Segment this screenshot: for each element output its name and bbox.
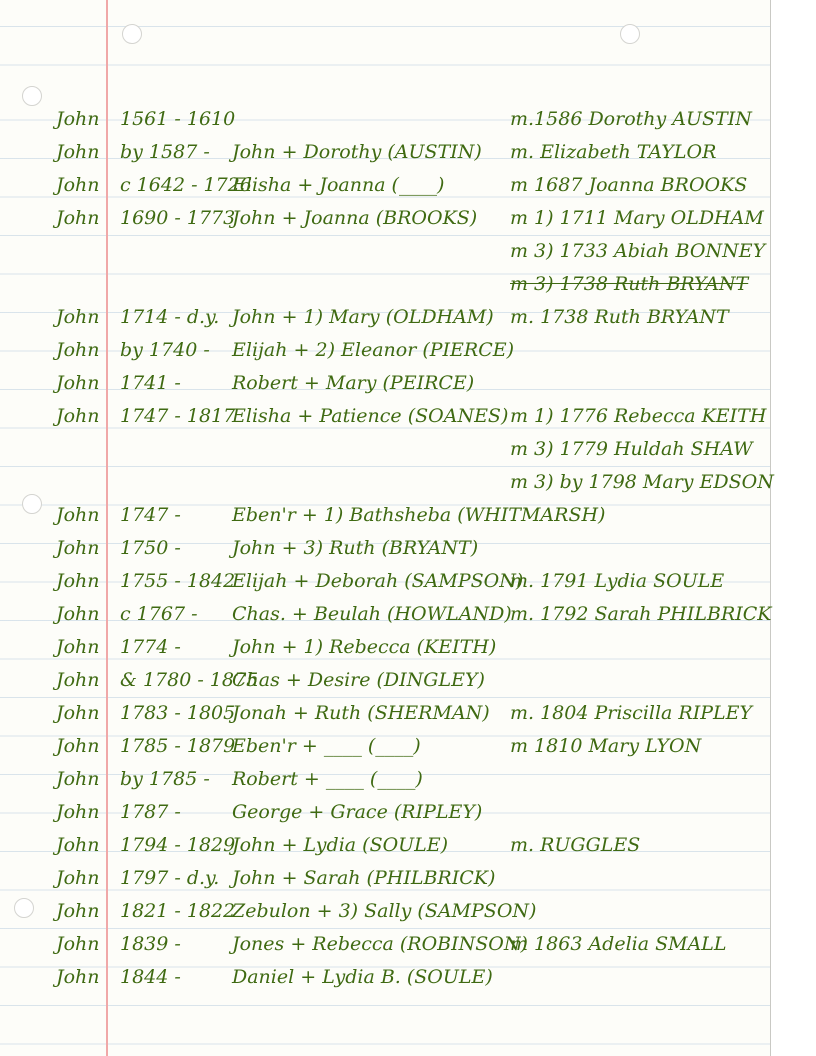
life-dates: 1714 - d.y.: [120, 306, 220, 328]
life-dates: 1747 - 1817: [120, 405, 236, 427]
life-dates: 1787 -: [120, 801, 181, 823]
person-name: John: [56, 603, 100, 625]
person-name: John: [56, 174, 100, 196]
life-dates: & 1780 - 1875: [120, 669, 259, 691]
marriage: m 1863 Adelia SMALL: [510, 933, 727, 955]
life-dates: 1794 - 1829: [120, 834, 236, 856]
page-edge: [770, 0, 816, 1056]
life-dates: c 1642 - 1726: [120, 174, 252, 196]
marriage: m 3) 1779 Huldah SHAW: [510, 438, 753, 460]
person-name: John: [56, 867, 100, 889]
life-dates: by 1785 -: [120, 768, 210, 790]
parents: Jones + Rebecca (ROBINSON): [232, 933, 528, 955]
person-name: John: [56, 207, 100, 229]
marriage: m 1) 1776 Rebecca KEITH: [510, 405, 767, 427]
binder-hole-left-middle: [22, 494, 42, 514]
person-name: John: [56, 141, 100, 163]
parents: Zebulon + 3) Sally (SAMPSON): [232, 900, 537, 922]
person-name: John: [56, 768, 100, 790]
person-name: John: [56, 900, 100, 922]
parents: Jonah + Ruth (SHERMAN): [232, 702, 490, 724]
binder-hole-top: [122, 24, 142, 44]
parents: Robert + Mary (PEIRCE): [232, 372, 475, 394]
marriage-crossed-out: m 3) 1738 Ruth BRYANT: [510, 273, 749, 295]
person-name: John: [56, 735, 100, 757]
parents: Elisha + Patience (SOANES): [232, 405, 509, 427]
marriage: m.1586 Dorothy AUSTIN: [510, 108, 752, 130]
life-dates: 1821 - 1822: [120, 900, 236, 922]
life-dates: 1785 - 1879: [120, 735, 236, 757]
marriage: m 1) 1711 Mary OLDHAM: [510, 207, 764, 229]
parents: John + 1) Rebecca (KEITH): [232, 636, 497, 658]
person-name: John: [56, 372, 100, 394]
marriage: m. Elizabeth TAYLOR: [510, 141, 717, 163]
binder-hole-left-bottom: [14, 898, 34, 918]
life-dates: c 1767 -: [120, 603, 198, 625]
life-dates: 1755 - 1842: [120, 570, 236, 592]
marriage: m 3) 1733 Abiah BONNEY: [510, 240, 766, 262]
parents: John + Dorothy (AUSTIN): [232, 141, 482, 163]
person-name: John: [56, 504, 100, 526]
life-dates: 1774 -: [120, 636, 181, 658]
binder-hole-left-top: [22, 86, 42, 106]
person-name: John: [56, 306, 100, 328]
life-dates: 1844 -: [120, 966, 181, 988]
person-name: John: [56, 702, 100, 724]
parents: John + 3) Ruth (BRYANT): [232, 537, 479, 559]
marriage: m. 1792 Sarah PHILBRICK: [510, 603, 772, 625]
life-dates: 1797 - d.y.: [120, 867, 220, 889]
parents: John + Lydia (SOULE): [232, 834, 449, 856]
parents: Chas + Desire (DINGLEY): [232, 669, 485, 691]
parents: Elijah + 2) Eleanor (PIERCE): [232, 339, 515, 361]
life-dates: 1561 - 1610: [120, 108, 236, 130]
marriage: m. RUGGLES: [510, 834, 641, 856]
marriage: m. 1804 Priscilla RIPLEY: [510, 702, 753, 724]
person-name: John: [56, 933, 100, 955]
parents: Daniel + Lydia B. (SOULE): [232, 966, 493, 988]
person-name: John: [56, 537, 100, 559]
marriage: m. 1791 Lydia SOULE: [510, 570, 725, 592]
person-name: John: [56, 966, 100, 988]
life-dates: by 1740 -: [120, 339, 210, 361]
life-dates: 1783 - 1805: [120, 702, 236, 724]
life-dates: 1741 -: [120, 372, 181, 394]
life-dates: by 1587 -: [120, 141, 210, 163]
person-name: John: [56, 669, 100, 691]
person-name: John: [56, 801, 100, 823]
marriage: m 3) by 1798 Mary EDSON: [510, 471, 774, 493]
parents: John + 1) Mary (OLDHAM): [232, 306, 494, 328]
parents: Elisha + Joanna (____): [232, 174, 445, 196]
person-name: John: [56, 405, 100, 427]
parents: John + Sarah (PHILBRICK): [232, 867, 496, 889]
parents: Robert + ____ (____): [232, 768, 423, 790]
marriage: m. 1738 Ruth BRYANT: [510, 306, 729, 328]
person-name: John: [56, 834, 100, 856]
parents: Chas. + Beulah (HOWLAND): [232, 603, 512, 625]
marriage: m 1810 Mary LYON: [510, 735, 702, 757]
life-dates: 1839 -: [120, 933, 181, 955]
parents: John + Joanna (BROOKS): [232, 207, 478, 229]
person-name: John: [56, 108, 100, 130]
marriage: m 1687 Joanna BROOKS: [510, 174, 748, 196]
parents: Eben'r + 1) Bathsheba (WHITMARSH): [232, 504, 606, 526]
person-name: John: [56, 339, 100, 361]
life-dates: 1690 - 1773: [120, 207, 236, 229]
person-name: John: [56, 636, 100, 658]
life-dates: 1747 -: [120, 504, 181, 526]
parents: George + Grace (RIPLEY): [232, 801, 483, 823]
parents: Elijah + Deborah (SAMPSON): [232, 570, 524, 592]
margin-line: [106, 0, 108, 1056]
person-name: John: [56, 570, 100, 592]
life-dates: 1750 -: [120, 537, 181, 559]
parents: Eben'r + ____ (____): [232, 735, 421, 757]
binder-hole-top-right: [620, 24, 640, 44]
